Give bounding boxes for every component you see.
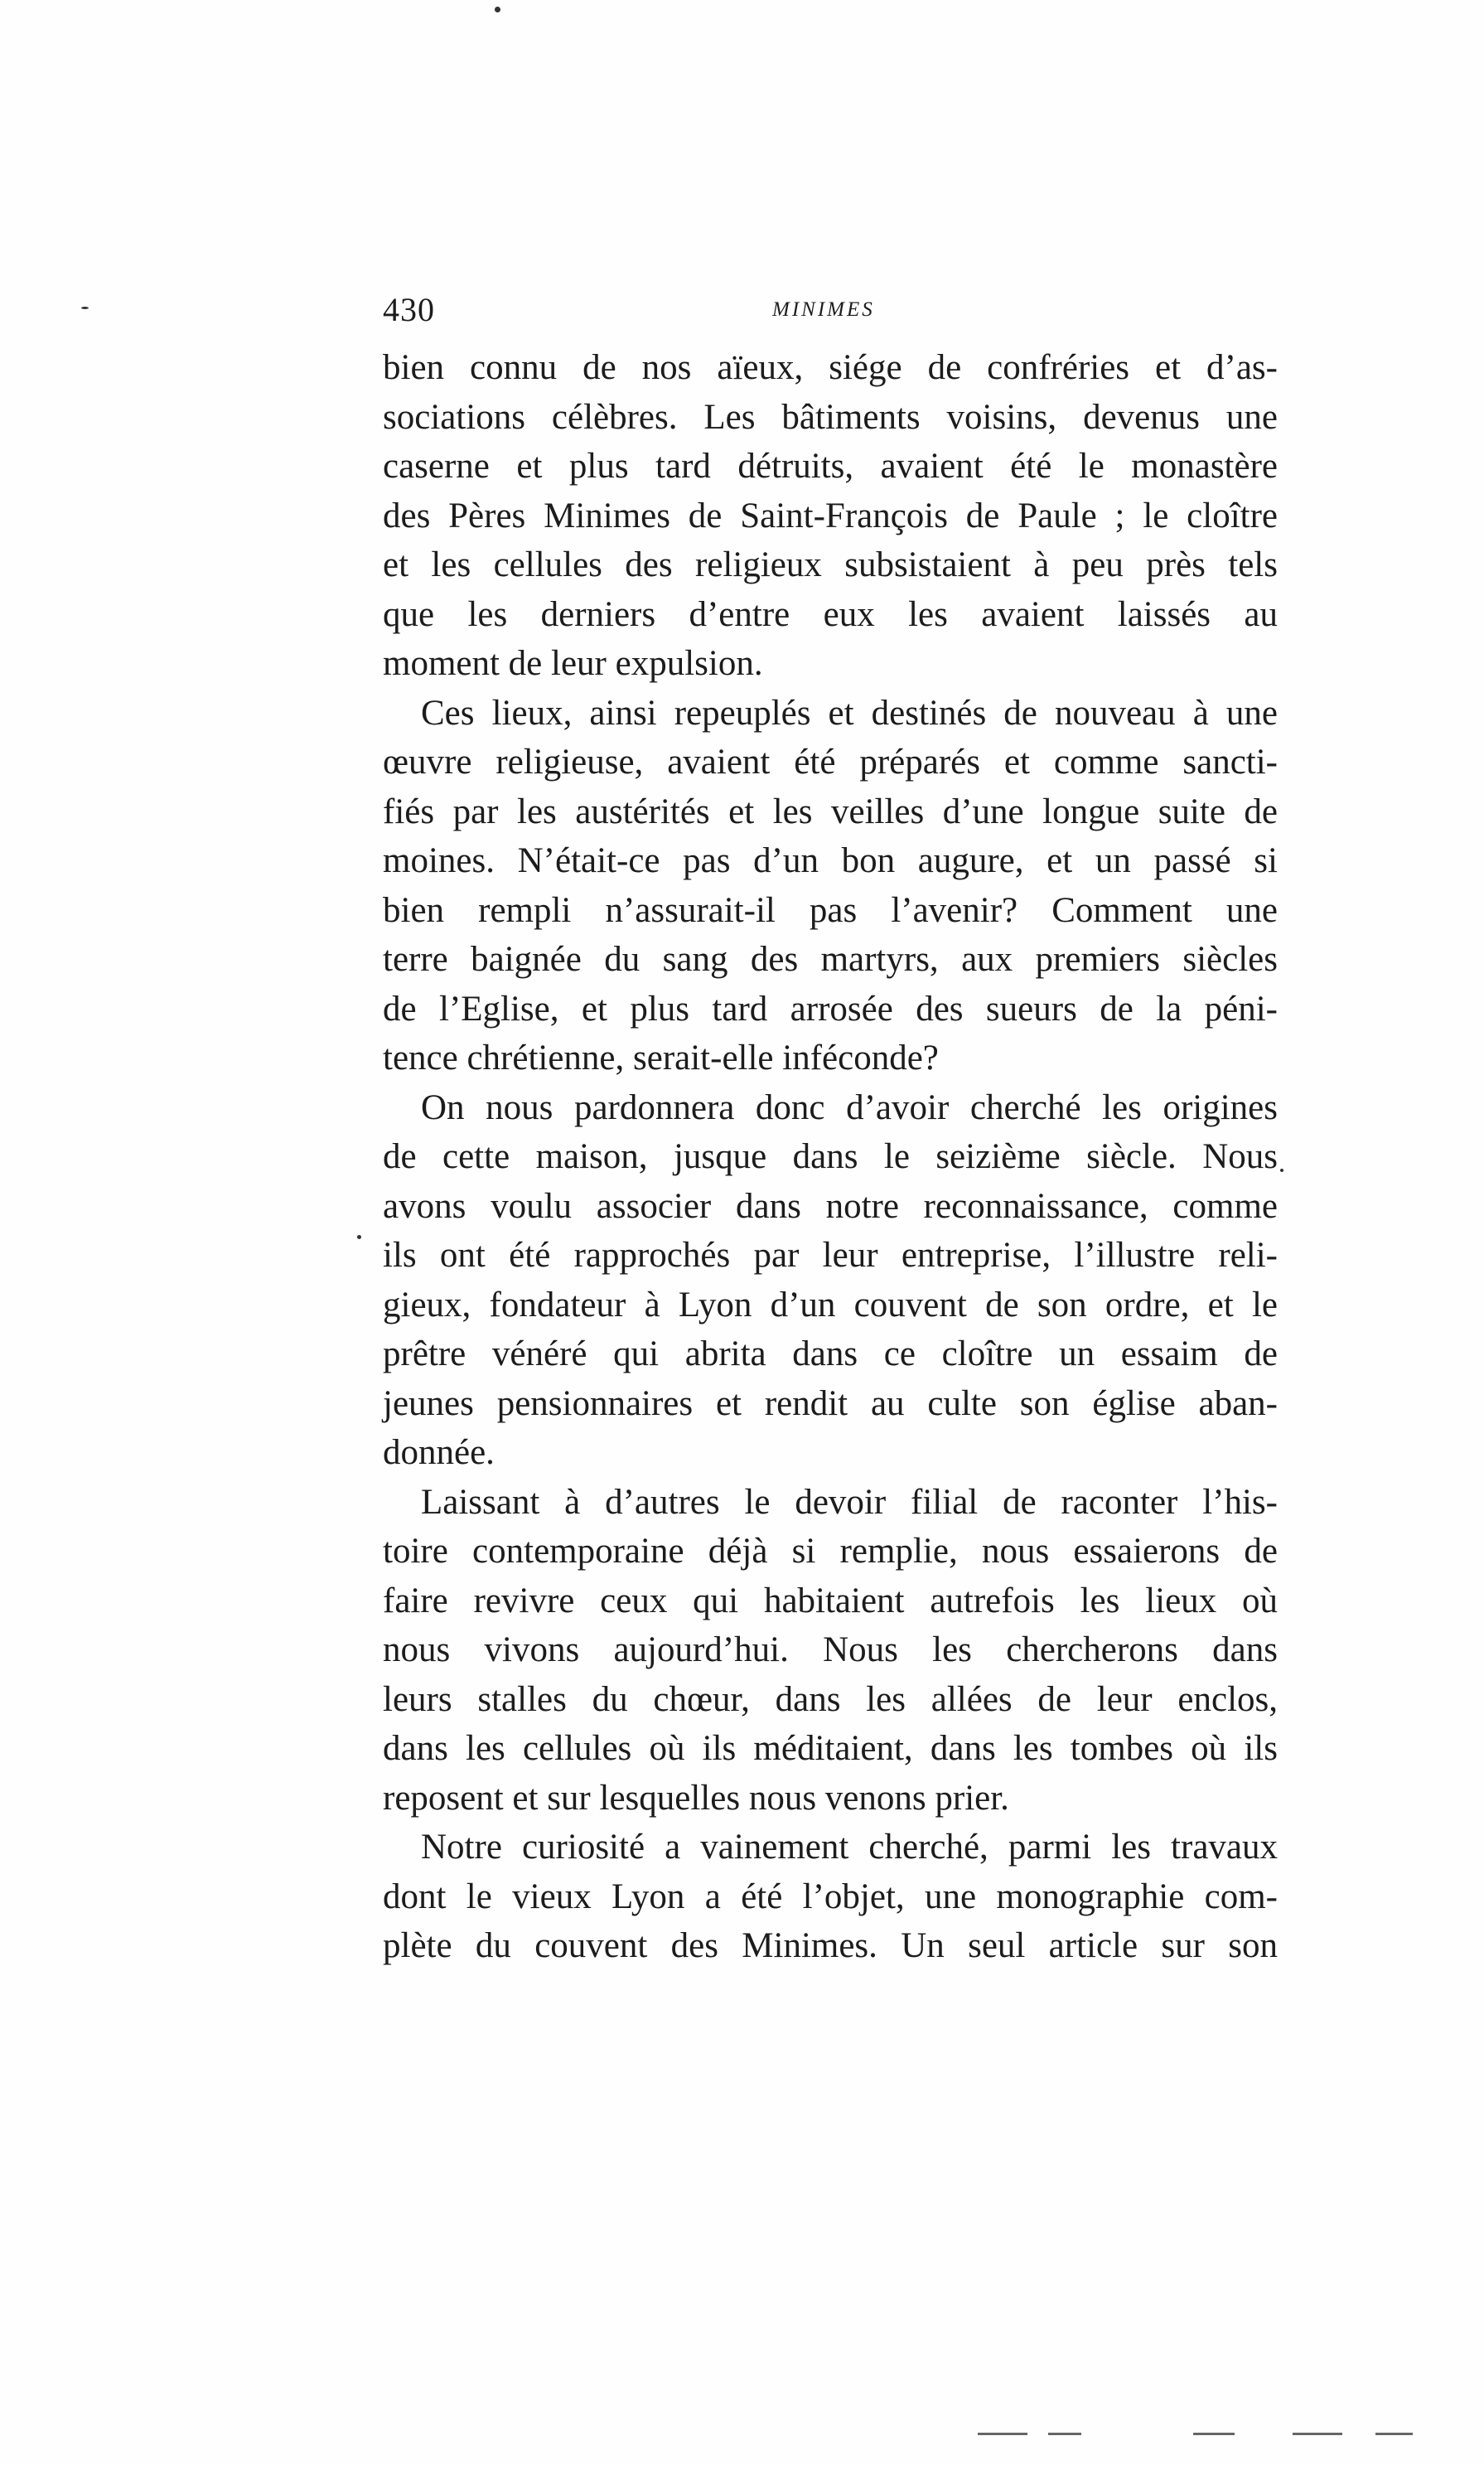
scan-speck [81,307,89,309]
paragraph [383,343,1278,689]
text-line: de l’Eglise, et plus tard arrosée des sueurs de la péni- [383,989,1278,1029]
scan-speck [495,7,500,12]
text-line: bien connu de nos aïeux, siége de confréries et d’as- [383,348,1278,387]
text-line: moines. N’était-ce pas d’un bon augure, et un passé si [383,841,1278,880]
text-line: leurs stalles du chœur, dans les allées de leur enclos, [383,1679,1278,1719]
text-line: dans les cellules où ils méditaient, dans les tombes où ils [383,1729,1278,1768]
text-line: œuvre religieuse, avaient été préparés et comme sancti- [383,743,1278,782]
scan-speck [1280,1169,1283,1172]
running-head: MINIMES [772,298,875,321]
text-line: moment de leur expulsion. [383,644,763,683]
text-line: jeunes pensionnaires et rendit au culte son église aban- [383,1383,1278,1423]
text-line: de cette maison, jusque dans le seizième siècle. Nous [383,1137,1278,1176]
text-line: dont le vieux Lyon a été l’objet, une monographie com- [383,1877,1278,1916]
paragraph [383,689,1278,1083]
text-line: nous vivons aujourd’hui. Nous les chercherons dans [383,1630,1278,1669]
page-header [383,290,1278,332]
paragraph [383,1083,1278,1478]
scan-edge-mark [1048,2433,1081,2435]
text-line: bien rempli n’assurait-il pas l’avenir? Comment une [383,890,1278,930]
text-line: toire contemporaine déjà si remplie, nous essaierons de [383,1532,1278,1571]
text-line: Ces lieux, ainsi repeuplés et destinés de nouveau à une [421,693,1278,733]
text-line: On nous pardonnera donc d’avoir cherché les origines [421,1087,1278,1127]
text-line: et les cellules des religieux subsistaient à peu près tels [383,545,1278,584]
text-line: faire revivre ceux qui habitaient autrefois les lieux où [383,1581,1278,1620]
text-line: fiés par les austérités et les veilles d’une longue suite de [383,792,1278,831]
text-line: que les derniers d’entre eux les avaient laissés au [383,594,1278,634]
scan-edge-mark [978,2433,1027,2435]
text-line: sociations célèbres. Les bâtiments voisins, devenus une [383,397,1278,437]
body-text [383,343,1278,1971]
text-line: caserne et plus tard détruits, avaient été le monastère [383,447,1278,486]
scan-speck [357,1235,361,1239]
scan-edge-mark [1293,2433,1342,2435]
text-line: terre baignée du sang des martyrs, aux premiers siècles [383,940,1278,979]
text-line: reposent et sur lesquelles nous venons prier. [383,1778,1009,1818]
text-line: Notre curiosité a vainement cherché, parmi les travaux [421,1828,1278,1867]
scan-edge-mark [1193,2433,1235,2435]
scan-edge-mark [1375,2433,1413,2435]
paragraph [383,1478,1278,1823]
text-line: tence chrétienne, serait-elle inféconde? [383,1039,939,1078]
paragraph [383,1823,1278,1971]
text-line: plète du couvent des Minimes. Un seul article sur son [383,1926,1278,1965]
text-line: donnée. [383,1433,495,1472]
text-line: prêtre vénéré qui abrita dans ce cloître un essaim de [383,1334,1278,1373]
text-line: Laissant à d’autres le devoir filial de raconter l’his- [421,1482,1278,1522]
text-line: avons voulu associer dans notre reconnaissance, comme [383,1186,1278,1226]
page-number: 430 [383,291,435,328]
text-line: gieux, fondateur à Lyon d’un couvent de son ordre, et le [383,1285,1278,1325]
text-line: ils ont été rapprochés par leur entreprise, l’illustre reli- [383,1236,1278,1275]
text-line: des Pères Minimes de Saint-François de Paule ; le cloître [383,496,1278,535]
